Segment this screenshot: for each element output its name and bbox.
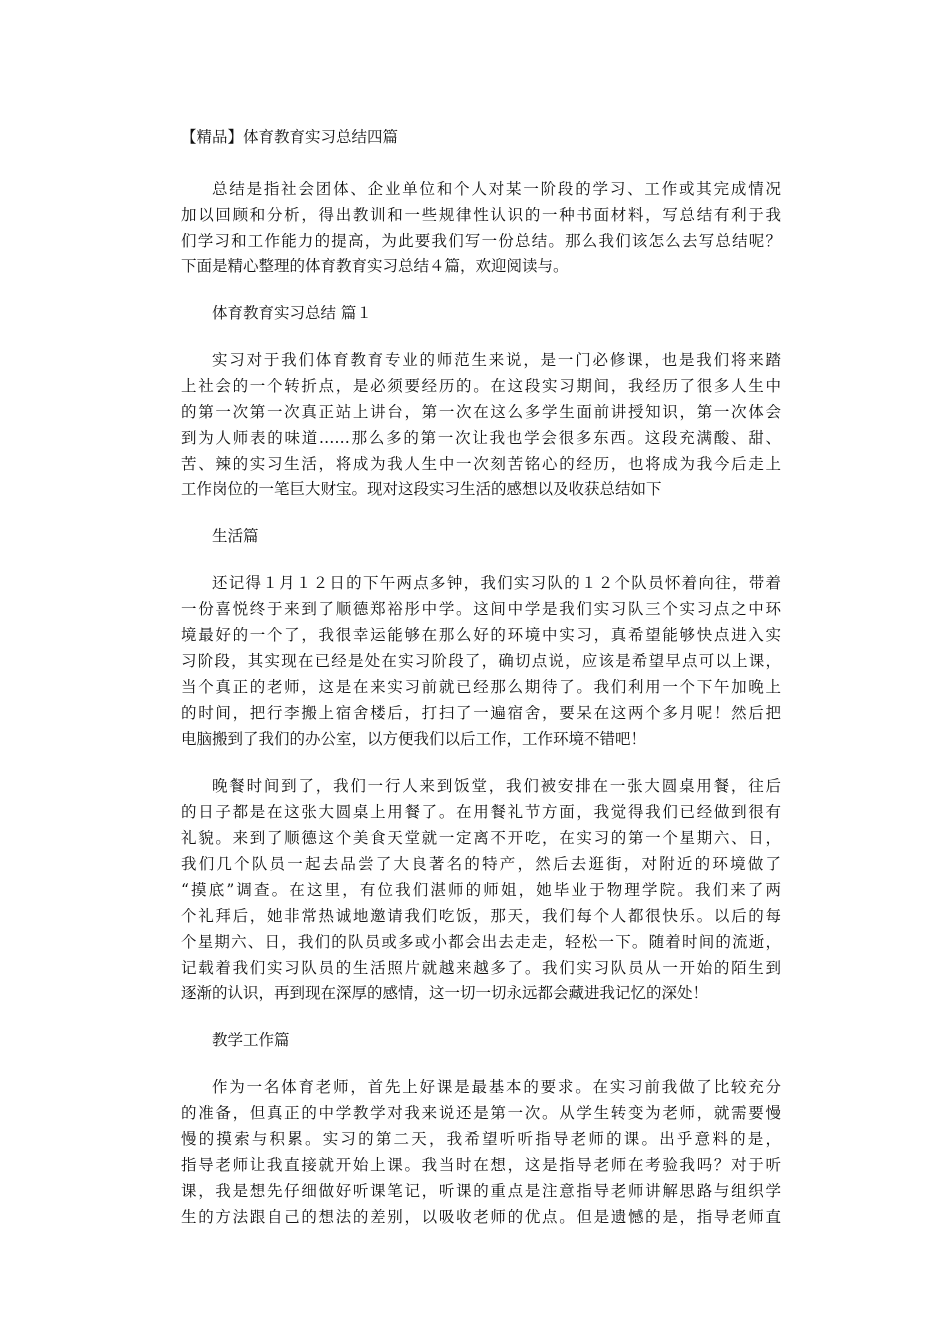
text-line: 境最好的一个了，我很幸运能够在那么好的环境中实习，真希望能够快点进入实 [181,626,781,644]
section-heading: 体育教育实习总结 篇１ [212,304,372,322]
text-line: “摸底”调查。在这里，有位我们湛师的师姐，她毕业于物理学院。我们来了两 [181,881,781,899]
text-line: 一份喜悦终于来到了顺德郑裕彤中学。这间中学是我们实习队三个实习点之中环 [181,600,781,618]
text-line: 生的方法跟自己的想法的差别，以吸收老师的优点。但是遗憾的是，指导老师直 [181,1208,781,1226]
text-line: 习阶段，其实现在已经是处在实习阶段了，确切点说，应该是希望早点可以上课， [181,652,781,670]
text-line: 当个真正的老师，这是在来实习前就已经那么期待了。我们利用一个下午加晚上 [181,678,781,696]
text-line: 作为一名体育老师，首先上好课是最基本的要求。在实习前我做了比较充分 [212,1078,781,1096]
text-line: 上社会的一个转折点，是必须要经历的。在这段实习期间，我经历了很多人生中 [181,377,781,395]
text-line: 指导老师让我直接就开始上课。我当时在想，这是指导老师在考验我吗？对于听 [181,1156,781,1174]
text-line: 个礼拜后，她非常热诚地邀请我们吃饭，那天，我们每个人都很快乐。以后的每 [181,907,781,925]
text-line: 礼貌。来到了顺德这个美食天堂就一定离不开吃，在实习的第一个星期六、日， [181,829,781,847]
text-line: 晚餐时间到了，我们一行人来到饭堂，我们被安排在一张大圆桌用餐，往后 [212,777,781,795]
text-line: 到为人师表的味道……那么多的第一次让我也学会很多东西。这段充满酸、甜、 [181,429,781,447]
section-heading: 生活篇 [212,527,259,545]
text-line: 电脑搬到了我们的办公室，以方便我们以后工作，工作环境不错吧！ [181,730,647,748]
text-line: 逐渐的认识，再到现在深厚的感情，这一切一切永远都会藏进我记忆的深处！ [181,984,709,1002]
section-heading: 教学工作篇 [212,1031,290,1049]
text-line: 的准备，但真正的中学教学对我来说还是第一次。从学生转变为老师，就需要慢 [181,1104,781,1122]
text-line: 课，我是想先仔细做好听课笔记，听课的重点是注意指导老师讲解思路与组织学 [181,1182,781,1200]
text-line: 记载着我们实习队员的生活照片就越来越多了。我们实习队员从一开始的陌生到 [181,959,781,977]
text-line: 加以回顾和分析，得出教训和一些规律性认识的一种书面材料，写总结有利于我 [181,206,781,224]
text-line: 的日子都是在这张大圆桌上用餐了。在用餐礼节方面，我觉得我们已经做到很有 [181,803,781,821]
text-line: 总结是指社会团体、企业单位和个人对某一阶段的学习、工作或其完成情况 [212,180,781,198]
text-line: 实习对于我们体育教育专业的师范生来说，是一门必修课，也是我们将来踏 [212,351,781,369]
text-line: 我们几个队员一起去品尝了大良著名的特产，然后去逛街，对附近的环境做了 [181,855,781,873]
text-line: 下面是精心整理的体育教育实习总结４篇，欢迎阅读与。 [181,257,569,275]
text-line: 苦、辣的实习生活，将成为我人生中一次刻苦铭心的经历，也将成为我今后走上 [181,455,781,473]
text-line: 们学习和工作能力的提高，为此要我们写一份总结。那么我们该怎么去写总结呢？ [181,232,781,250]
text-line: 慢的摸索与积累。实习的第二天，我希望听听指导老师的课。出乎意料的是， [181,1130,781,1148]
text-line: 还记得１月１２日的下午两点多钟，我们实习队的１２个队员怀着向往，带着 [212,574,781,592]
text-line: 的时间，把行李搬上宿舍楼后，打扫了一遍宿舍，要呆在这两个多月呢！然后把 [181,704,781,722]
text-line: 工作岗位的一笔巨大财宝。现对这段实习生活的感想以及收获总结如下 [181,480,662,498]
text-line: 个星期六、日，我们的队员或多或小都会出去走走，轻松一下。随着时间的流逝， [181,933,781,951]
text-line: 的第一次第一次真正站上讲台，第一次在这么多学生面前讲授知识，第一次体会 [181,403,781,421]
document-title: 【精品】体育教育实习总结四篇 [181,128,399,146]
